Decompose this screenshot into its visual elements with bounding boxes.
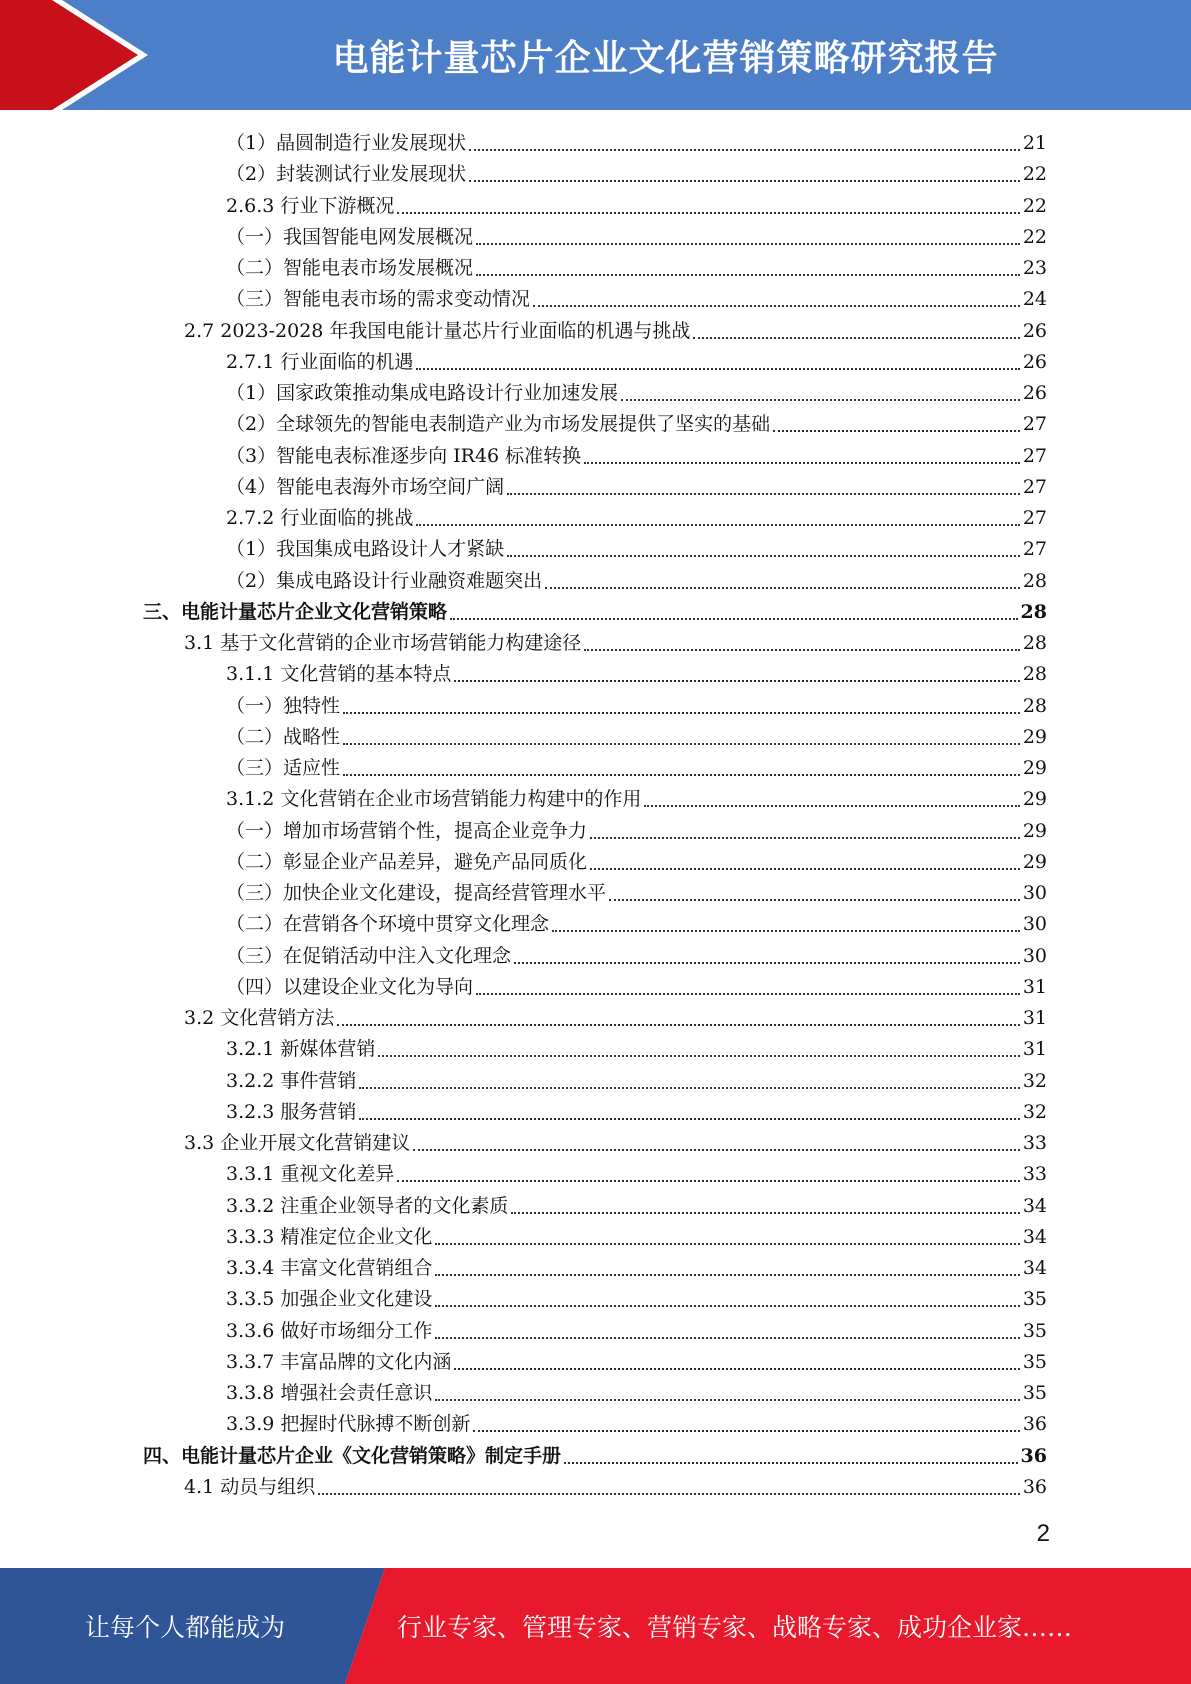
- toc-entry[interactable]: [226, 472, 1047, 503]
- toc-entry-title: 3.2 文化营销方法: [184, 1007, 335, 1029]
- toc-entry-page: 30: [1022, 945, 1047, 967]
- toc-entry[interactable]: [226, 1378, 1047, 1409]
- toc-entry-title: （一）我国智能电网发展概况: [226, 226, 474, 248]
- toc-dot-leader: [435, 1305, 1019, 1307]
- toc-entry[interactable]: [226, 534, 1047, 565]
- toc-entry[interactable]: [184, 1003, 1047, 1034]
- toc-entry-title: 3.3.6 做好市场细分工作: [226, 1320, 433, 1342]
- toc-entry[interactable]: [226, 566, 1047, 597]
- toc-dot-leader: [476, 993, 1020, 995]
- toc-entry-title: 三、电能计量芯片企业文化营销策略: [143, 601, 448, 623]
- toc-entry[interactable]: [226, 1191, 1047, 1222]
- toc-entry[interactable]: [226, 191, 1047, 222]
- toc-dot-leader: [359, 1118, 1019, 1120]
- toc-dot-leader: [378, 1055, 1019, 1057]
- toc-dot-leader: [337, 1024, 1020, 1026]
- toc-entry-title: 3.1 基于文化营销的企业市场营销能力构建途径: [184, 632, 582, 654]
- toc-entry-title: 3.3.3 精准定位企业文化: [226, 1226, 433, 1248]
- toc-entry[interactable]: [143, 1441, 1047, 1472]
- toc-dot-leader: [450, 618, 1018, 620]
- toc-entry-title: 3.3.8 增强社会责任意识: [226, 1382, 433, 1404]
- toc-entry-page: 34: [1022, 1257, 1047, 1279]
- toc-dot-leader: [584, 649, 1020, 651]
- toc-dot-leader: [533, 305, 1020, 307]
- toc-entry-page: 31: [1022, 1038, 1047, 1060]
- toc-entry-page: 22: [1022, 195, 1047, 217]
- toc-dot-leader: [564, 1462, 1018, 1464]
- toc-entry[interactable]: [184, 1472, 1047, 1503]
- toc-entry[interactable]: [226, 1159, 1047, 1190]
- toc-entry-page: 36: [1022, 1413, 1047, 1435]
- footer-slogan-left: 让每个人都能成为: [84, 1613, 285, 1642]
- toc-entry-title: （三）在促销活动中注入文化理念: [226, 945, 512, 967]
- toc-entry-page: 27: [1022, 445, 1047, 467]
- toc-entry-page: 33: [1022, 1132, 1047, 1154]
- toc-entry-title: 2.7.1 行业面临的机遇: [226, 351, 414, 373]
- toc-dot-leader: [552, 930, 1020, 932]
- toc-entry[interactable]: [226, 972, 1047, 1003]
- toc-dot-leader: [454, 680, 1019, 682]
- footer-banner: [0, 1568, 1191, 1684]
- toc-entry-page: 29: [1022, 757, 1047, 779]
- toc-entry[interactable]: [226, 784, 1047, 815]
- toc-entry-title: 3.2.1 新媒体营销: [226, 1038, 376, 1060]
- toc-entry-title: 2.7.2 行业面临的挑战: [226, 507, 414, 529]
- toc-dot-leader: [397, 212, 1019, 214]
- toc-entry[interactable]: [226, 441, 1047, 472]
- toc-entry-page: 32: [1022, 1101, 1047, 1123]
- toc-entry[interactable]: [226, 941, 1047, 972]
- toc-dot-leader: [318, 1493, 1020, 1495]
- toc-entry-page: 22: [1022, 226, 1047, 248]
- toc-entry-title: （三）加快企业文化建设，提高经营管理水平: [226, 882, 607, 904]
- toc-dot-leader: [590, 868, 1020, 870]
- red-chevron-icon: [0, 0, 160, 110]
- toc-entry-page: 35: [1022, 1288, 1047, 1310]
- toc-entry[interactable]: [226, 159, 1047, 190]
- toc-entry-page: 28: [1020, 601, 1047, 623]
- toc-entry-title: 3.3.9 把握时代脉搏不断创新: [226, 1413, 471, 1435]
- toc-entry-page: 26: [1022, 382, 1047, 404]
- toc-entry[interactable]: [226, 847, 1047, 878]
- toc-entry-title: （4）智能电表海外市场空间广阔: [226, 476, 505, 498]
- toc-dot-leader: [511, 1212, 1019, 1214]
- toc-dot-leader: [343, 743, 1020, 745]
- toc-entry-page: 29: [1022, 851, 1047, 873]
- toc-entry-title: （1）晶圆制造行业发展现状: [226, 132, 467, 154]
- toc-entry-page: 28: [1022, 663, 1047, 685]
- page-number: 2: [1036, 1520, 1050, 1547]
- toc-entry-page: 35: [1022, 1320, 1047, 1342]
- toc-entry-page: 24: [1022, 288, 1047, 310]
- toc-dot-leader: [416, 524, 1019, 526]
- toc-entry-page: 27: [1022, 413, 1047, 435]
- toc-entry-title: （2）封装测试行业发展现状: [226, 163, 467, 185]
- toc-dot-leader: [507, 555, 1020, 557]
- toc-entry-page: 26: [1022, 320, 1047, 342]
- toc-entry[interactable]: [226, 659, 1047, 690]
- toc-entry-title: （一）增加市场营销个性，提高企业竞争力: [226, 820, 588, 842]
- toc-entry[interactable]: [226, 1316, 1047, 1347]
- toc-dot-leader: [416, 368, 1019, 370]
- toc-entry-title: （2）全球领先的智能电表制造产业为市场发展提供了坚实的基础: [226, 413, 771, 435]
- toc-entry-title: （3）智能电表标准逐步向 IR46 标准转换: [226, 445, 582, 467]
- toc-dot-leader: [693, 337, 1019, 339]
- toc-entry-title: 3.1.1 文化营销的基本特点: [226, 663, 452, 685]
- toc-entry-page: 22: [1022, 163, 1047, 185]
- toc-entry-page: 26: [1022, 351, 1047, 373]
- toc-entry-page: 35: [1022, 1351, 1047, 1373]
- toc-entry-title: 3.2.2 事件营销: [226, 1070, 357, 1092]
- toc-entry-title: 3.3.5 加强企业文化建设: [226, 1288, 433, 1310]
- toc-dot-leader: [473, 1430, 1019, 1432]
- toc-entry[interactable]: [226, 1347, 1047, 1378]
- toc-dot-leader: [435, 1337, 1019, 1339]
- toc-dot-leader: [545, 587, 1020, 589]
- toc-entry-title: 四、电能计量芯片企业《文化营销策略》制定手册: [143, 1445, 562, 1467]
- toc-entry[interactable]: [226, 1097, 1047, 1128]
- toc-entry-title: （三）适应性: [226, 757, 341, 779]
- toc-entry[interactable]: [226, 1034, 1047, 1065]
- toc-dot-leader: [359, 1087, 1019, 1089]
- toc-entry-page: 28: [1022, 695, 1047, 717]
- toc-entry-title: 3.3 企业开展文化营销建议: [184, 1132, 411, 1154]
- toc-dot-leader: [773, 430, 1020, 432]
- toc-entry[interactable]: [226, 691, 1047, 722]
- toc-dot-leader: [435, 1243, 1019, 1245]
- toc-entry-page: 36: [1022, 1476, 1047, 1498]
- toc-dot-leader: [435, 1399, 1019, 1401]
- toc-entry-title: （1）我国集成电路设计人才紧缺: [226, 538, 505, 560]
- toc-entry-title: （二）在营销各个环境中贯穿文化理念: [226, 913, 550, 935]
- toc-entry[interactable]: [226, 347, 1047, 378]
- toc-entry[interactable]: [226, 222, 1047, 253]
- toc-entry[interactable]: [226, 284, 1047, 315]
- toc-entry-page: 31: [1022, 1007, 1047, 1029]
- toc-entry[interactable]: [226, 722, 1047, 753]
- toc-entry[interactable]: [226, 253, 1047, 284]
- toc-entry-page: 28: [1022, 632, 1047, 654]
- toc-entry[interactable]: [184, 316, 1047, 347]
- toc-dot-leader: [469, 149, 1020, 151]
- toc-entry-title: 3.3.2 注重企业领导者的文化素质: [226, 1195, 509, 1217]
- toc-entry[interactable]: [226, 1222, 1047, 1253]
- toc-entry-page: 29: [1022, 820, 1047, 842]
- toc-dot-leader: [343, 774, 1020, 776]
- toc-dot-leader: [454, 1368, 1019, 1370]
- toc-entry-page: 29: [1022, 726, 1047, 748]
- toc-entry-title: 2.7 2023-2028 年我国电能计量芯片行业面临的机遇与挑战: [184, 320, 691, 342]
- toc-entry[interactable]: [226, 378, 1047, 409]
- toc-entry-title: 3.1.2 文化营销在企业市场营销能力构建中的作用: [226, 788, 642, 810]
- toc-dot-leader: [590, 837, 1020, 839]
- toc-dot-leader: [514, 962, 1020, 964]
- toc-entry-title: （二）彰显企业产品差异，避免产品同质化: [226, 851, 588, 873]
- toc-entry[interactable]: [226, 409, 1047, 440]
- toc-entry-page: 27: [1022, 538, 1047, 560]
- toc-dot-leader: [476, 274, 1020, 276]
- toc-dot-leader: [621, 399, 1020, 401]
- toc-entry-page: 23: [1022, 257, 1047, 279]
- toc-entry-title: 3.2.3 服务营销: [226, 1101, 357, 1123]
- toc-dot-leader: [507, 493, 1020, 495]
- toc-entry-title: 3.3.4 丰富文化营销组合: [226, 1257, 433, 1279]
- toc-entry[interactable]: [143, 597, 1047, 628]
- toc-entry-page: 27: [1022, 507, 1047, 529]
- toc-entry-page: 34: [1022, 1195, 1047, 1217]
- toc-entry-title: （四）以建设企业文化为导向: [226, 976, 474, 998]
- toc-entry-page: 21: [1022, 132, 1047, 154]
- toc-entry-title: （2）集成电路设计行业融资难题突出: [226, 570, 543, 592]
- toc-entry-page: 28: [1022, 570, 1047, 592]
- toc-entry-title: （二）智能电表市场发展概况: [226, 257, 474, 279]
- toc-dot-leader: [609, 899, 1020, 901]
- toc-entry-page: 35: [1022, 1382, 1047, 1404]
- document-title: 电能计量芯片企业文化营销策略研究报告: [332, 37, 999, 79]
- toc-dot-leader: [476, 243, 1020, 245]
- toc-entry-title: （1）国家政策推动集成电路设计行业加速发展: [226, 382, 619, 404]
- toc-entry-page: 27: [1022, 476, 1047, 498]
- toc-entry-page: 29: [1022, 788, 1047, 810]
- toc-entry-page: 34: [1022, 1226, 1047, 1248]
- toc-dot-leader: [469, 180, 1020, 182]
- toc-entry-title: （二）战略性: [226, 726, 341, 748]
- toc-dot-leader: [644, 805, 1019, 807]
- toc-entry-title: 3.3.7 丰富品牌的文化内涵: [226, 1351, 452, 1373]
- toc-dot-leader: [397, 1180, 1019, 1182]
- toc-entry[interactable]: [226, 816, 1047, 847]
- toc-entry[interactable]: [226, 1284, 1047, 1315]
- toc-entry[interactable]: [226, 1066, 1047, 1097]
- toc-entry-title: （三）智能电表市场的需求变动情况: [226, 288, 531, 310]
- toc-dot-leader: [435, 1274, 1019, 1276]
- toc-entry[interactable]: [226, 878, 1047, 909]
- header-bar: [0, 0, 1191, 110]
- toc-entry-title: 4.1 动员与组织: [184, 1476, 316, 1498]
- toc-entry[interactable]: [226, 753, 1047, 784]
- footer-slogan-right: 行业专家、管理专家、营销专家、战略专家、成功企业家……: [397, 1613, 1073, 1642]
- toc-entry[interactable]: [184, 1128, 1047, 1159]
- toc-entry[interactable]: [226, 128, 1047, 159]
- toc-entry[interactable]: [226, 1253, 1047, 1284]
- toc-entry[interactable]: [226, 1409, 1047, 1440]
- toc-dot-leader: [584, 462, 1020, 464]
- toc-entry[interactable]: [184, 628, 1047, 659]
- toc-entry-title: 3.3.1 重视文化差异: [226, 1163, 395, 1185]
- toc-entry-page: 32: [1022, 1070, 1047, 1092]
- toc-entry-page: 30: [1022, 882, 1047, 904]
- toc-entry-page: 33: [1022, 1163, 1047, 1185]
- toc-entry[interactable]: [226, 503, 1047, 534]
- toc-entry-title: 2.6.3 行业下游概况: [226, 195, 395, 217]
- toc-dot-leader: [413, 1149, 1020, 1151]
- toc-dot-leader: [343, 712, 1020, 714]
- toc-entry-page: 31: [1022, 976, 1047, 998]
- toc-entry[interactable]: [226, 909, 1047, 940]
- toc-entry-title: （一）独特性: [226, 695, 341, 717]
- toc-entry-page: 30: [1022, 913, 1047, 935]
- toc-entry-page: 36: [1020, 1445, 1047, 1467]
